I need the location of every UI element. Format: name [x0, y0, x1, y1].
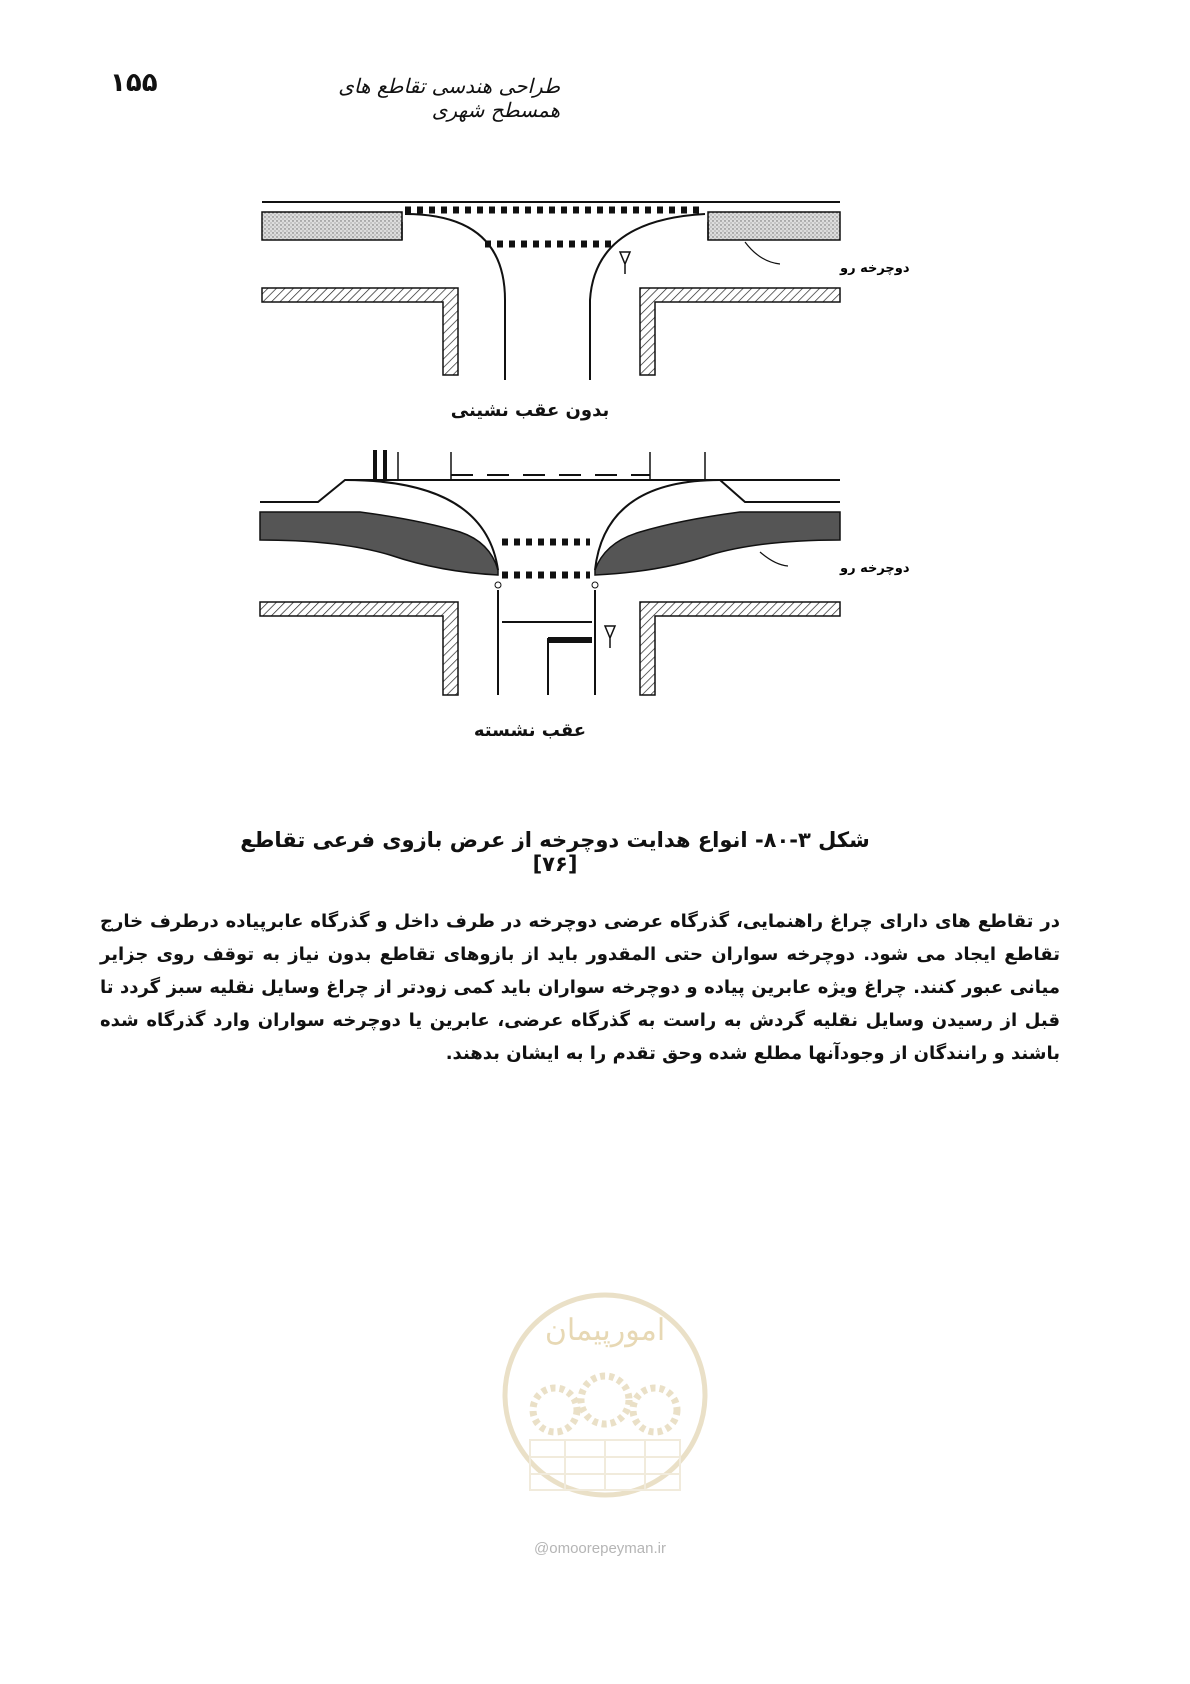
watermark-logo	[490, 1270, 720, 1570]
bike-lane-top-right	[708, 212, 840, 240]
diagram-no-setback	[262, 202, 910, 380]
figure-caption: شکل ۳-۸۰- انواع هدایت دوچرخه از عرض بازوی فرعی تقاطع [۷۶]	[240, 828, 870, 876]
caption-setback: عقب نشسته	[473, 720, 587, 741]
intersection-diagram	[240, 180, 920, 810]
watermark-url: @omoorepeyman.ir	[534, 1540, 666, 1557]
page-header	[100, 62, 560, 122]
running-title: طراحی هندسی تقاطع های همسطح شهری	[338, 74, 560, 122]
body-paragraph: در تقاطع های دارای چراغ راهنمایی، گذرگاه عرضی دوچرخه در طرف داخل و گذرگاه عابرپیاده درطرف خارج تقاطع ایجاد می شود. دوچرخه سواران حتی المقدور باید از بازوهای تقاطع بدون نیاز به توقف روی جزایر میانی عبور کنند. چراغ ویژه عابرین پیاده و دوچرخه سواران باید کمی زودتر از چراغ وسایل نقلیه سبز گردد تا قبل از رسیدن وسایل نقلیه گردش به راست به گذرگاه عرضی، عابرین یا دوچرخه سواران وارد گذرگاه شده باشند و رانندگان از وجودآنها مطلع شده وحق تقدم را به ایشان بدهند.	[100, 911, 1060, 1064]
diagram-setback	[260, 450, 910, 695]
watermark-logo-text: امورپیمان	[544, 1313, 666, 1348]
page-number: ۱۵۵	[110, 68, 158, 98]
caption-no-setback: بدون عقب نشینی	[450, 400, 610, 421]
bike-lane-top-left	[262, 212, 402, 240]
signal-icon	[620, 252, 630, 274]
watermark-emblem	[490, 1270, 720, 1530]
bike-lane-label-bottom: دوچرخه رو	[840, 561, 910, 576]
bike-lane-label-top: دوچرخه رو	[840, 261, 910, 276]
figure-diagram	[240, 180, 920, 810]
bike-lane-bottom-left	[260, 512, 498, 575]
bike-lane-bottom-right	[595, 512, 840, 575]
signal-icon	[605, 626, 615, 648]
